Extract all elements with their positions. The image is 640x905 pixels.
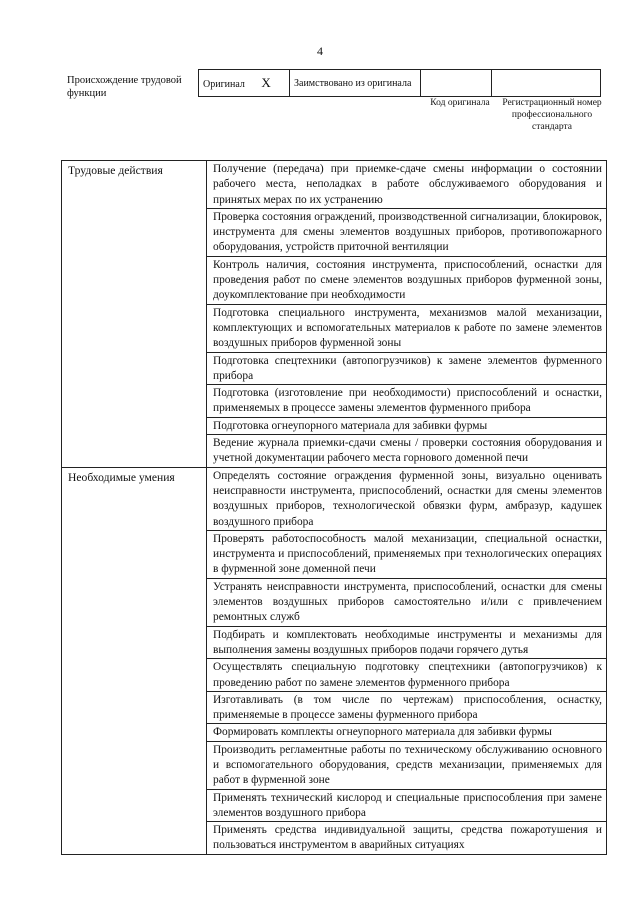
page-number: 4: [317, 44, 323, 58]
list-item: Изготавливать (в том числе по чертежам) приспособления, оснастку, применяемые в процессе замены фурменного прибора: [207, 692, 606, 725]
section-row: [62, 467, 607, 854]
list-item: Подготовка спецтехники (автопогрузчиков) к замене элементов фурменного прибора: [207, 353, 606, 386]
list-item: Получение (передача) при приемке-сдаче смены информации о состоянии рабочего места, неполадках в работе обслуживаемого оборудования и принятых мерах по их устранению: [207, 161, 606, 209]
list-item: Подготовка огнеупорного материала для забивки фурмы: [207, 418, 606, 435]
list-item: Подбирать и комплектовать необходимые инструменты и механизмы для выполнения замены воздушных приборов подачи горячего дутья: [207, 627, 606, 660]
section-heading: Трудовые действия: [62, 161, 207, 468]
list-item: Контроль наличия, состояния инструмента, приспособлений, оснастки для проведения работ по смене элементов воздушных приборов фурменной зоны, доукомплектование при необходимости: [207, 257, 606, 305]
original-label: Оригинал: [203, 79, 245, 90]
section-heading: Необходимые умения: [62, 467, 207, 854]
code-caption: Код оригинала: [430, 98, 490, 108]
list-item: Проверять работоспособность малой механизации, специальной оснастки, инструмента и приспособлений, применяемых при технологических операциях в фурменной зоне доменной печи: [207, 531, 606, 579]
original-cell: [199, 70, 290, 97]
list-item: Подготовка (изготовление при необходимости) приспособлений и оснастки, применяемых в процессе замены элементов фурменного прибора: [207, 385, 606, 418]
list-item: Применять технический кислород и специальные приспособления при замене элементов воздушного прибора: [207, 790, 606, 823]
list-item: Осуществлять специальную подготовку спецтехники (автопогрузчиков) к проведению работ по замене элементов фурменного прибора: [207, 659, 606, 692]
list-item: Определять состояние ограждения фурменной зоны, визуально оценивать неисправности инструмента, приспособлений, оснастки для смены элементов воздушных приборов, технологической обвязки фурм, амбразур, кадушек воздушного прибора: [207, 468, 606, 531]
section-items: [207, 161, 607, 468]
list-item: Ведение журнала приемки-сдачи смены / проверки состояния оборудования и учетной документации рабочего места горнового доменной печи: [213, 437, 602, 465]
list-item: Применять средства индивидуальной защиты, средства пожаротушения и пользоваться инструментом в аварийных ситуациях: [213, 824, 602, 852]
list-item: Проверка состояния ограждений, производственной сигнализации, блокировок, инструмента для смены элементов воздушных приборов, противопожарного оборудования, устройств приточной вентиляции: [207, 209, 606, 257]
section-row: [62, 161, 607, 468]
list-item: Устранять неисправности инструмента, приспособлений, оснастки для смены элементов воздушных приборов самостоятельно и/или с привлечением ремонтных служб: [207, 579, 606, 627]
code-cell: [421, 70, 492, 97]
list-item: Подготовка специального инструмента, механизмов малой механизации, комплектующих и вспомогательных материалов к работе по замене элементов воздушных приборов фурменной зоны: [207, 305, 606, 353]
list-item: Производить регламентные работы по техническому обслуживанию основного и вспомогательного оборудования, средств механизации, применяемых для работ в фурменной зоне: [207, 742, 606, 790]
reg-number-caption: Регистрационный номер профессионального стандарта: [502, 98, 602, 132]
section-items: [207, 467, 607, 854]
list-item: Формировать комплекты огнеупорного материала для забивки фурмы: [207, 724, 606, 741]
original-mark: X: [261, 75, 271, 90]
origin-table: [198, 69, 601, 97]
borrowed-cell: Заимствовано из оригинала: [290, 70, 421, 97]
reg-number-cell: [492, 70, 601, 97]
function-table: [61, 160, 607, 855]
origin-label: Происхождение трудовой функции: [67, 75, 182, 99]
